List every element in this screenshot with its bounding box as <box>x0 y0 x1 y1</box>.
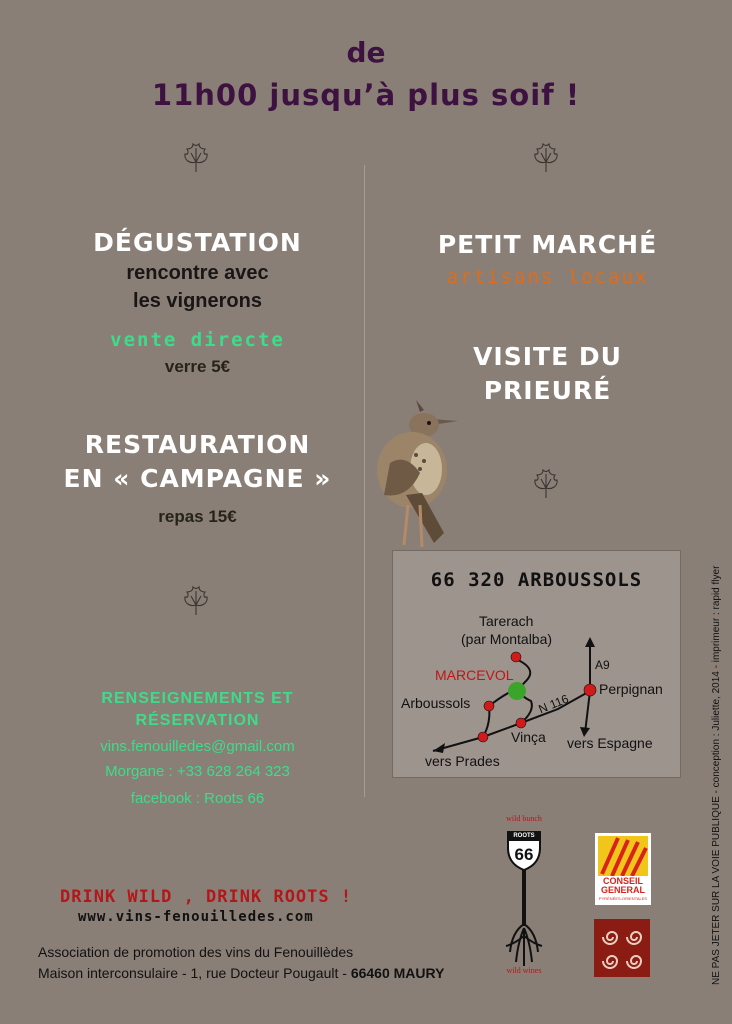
map-label-vinca: Vinça <box>511 729 546 745</box>
side-credits: NE PAS JETER SUR LA VOIE PUBLIQUE - conception : Juliette, 2014 - imprimeur : rapid flyer <box>711 565 722 985</box>
logo-roots-text: ROOTS <box>513 833 535 839</box>
contact-phone[interactable]: Morgane : +33 628 264 323 <box>105 763 290 780</box>
drink-slogan: DRINK WILD , DRINK ROOTS ! <box>60 887 353 907</box>
address-text: Maison interconsulaire - 1, rue Docteur Pougault - <box>38 965 351 981</box>
conseil-line2: GENERAL <box>600 885 645 895</box>
restauration-line2: EN « CAMPAGNE » <box>63 464 332 493</box>
header-de: de <box>346 36 386 69</box>
renseignements-line2: RÉSERVATION <box>135 712 260 729</box>
logo-66-text: 66 <box>514 845 534 864</box>
visite-line1: VISITE DU <box>473 342 622 371</box>
catalan-stripes-icon <box>598 836 648 876</box>
verre-price: verre 5€ <box>164 357 231 376</box>
headline: 11h00 jusqu’à plus soif ! <box>151 78 581 112</box>
map-label-montalba: (par Montalba) <box>461 631 553 647</box>
location-map <box>392 550 681 778</box>
degustation-title: DÉGUSTATION <box>93 228 302 257</box>
logo-wild-wines-text: wild wines <box>506 966 542 975</box>
conseil-general-logo <box>595 833 651 905</box>
renseignements-line1: RENSEIGNEMENTS ET <box>101 690 294 707</box>
conseil-line3: PYRÉNÉES-ORIENTALES <box>598 896 648 901</box>
repas-price: repas 15€ <box>158 507 237 526</box>
visite-line2: PRIEURÉ <box>483 376 612 405</box>
contact-email[interactable]: vins.fenouilledes@gmail.com <box>100 738 295 755</box>
petit-marche-title: PETIT MARCHÉ <box>437 230 658 259</box>
map-label-perpignan: Perpignan <box>599 681 663 697</box>
map-label-tarerach: Tarerach <box>479 613 534 629</box>
vine-leaf-icon <box>530 468 562 500</box>
vine-leaf-icon <box>530 142 562 174</box>
map-label-espagne: vers Espagne <box>567 735 653 751</box>
rencontre-line1: rencontre avec <box>126 262 269 284</box>
vine-leaf-icon <box>180 142 212 174</box>
map-label-a9: A9 <box>595 658 610 672</box>
map-label-arboussols: Arboussols <box>401 695 471 711</box>
map-title: 66 320 ARBOUSSOLS <box>430 569 643 591</box>
map-label-prades: vers Prades <box>425 753 500 769</box>
artisans-locaux: artisans locaux <box>446 266 649 288</box>
association-name: Association de promotion des vins du Fenouillèdes <box>38 944 354 960</box>
website-link[interactable]: www.vins-fenouilledes.com <box>78 909 314 925</box>
association-address <box>38 965 444 981</box>
map-label-marcevol: MARCEVOL <box>435 667 514 683</box>
vine-leaf-icon <box>180 585 212 617</box>
vente-directe: vente directe <box>110 329 285 351</box>
spiral-logo <box>594 919 650 977</box>
conseil-line1: CONSEIL <box>602 876 643 886</box>
contact-facebook[interactable]: facebook : Roots 66 <box>130 790 265 807</box>
map-label-n116: N 116 <box>536 691 571 717</box>
address-postcode: 66460 MAURY <box>350 965 445 981</box>
logo-wild-bunch-text: wild bunch <box>506 814 542 823</box>
restauration-line1: RESTAURATION <box>84 430 311 459</box>
crested-lark-illustration <box>372 395 464 553</box>
rencontre-line2: les vignerons <box>133 290 262 312</box>
